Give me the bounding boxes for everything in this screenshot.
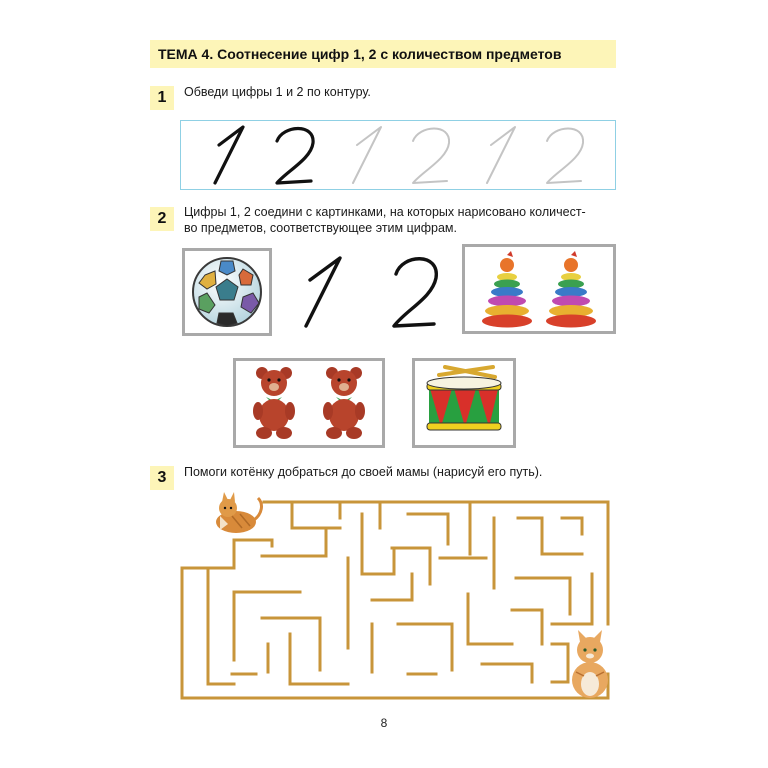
drum-picture-card[interactable] xyxy=(412,358,516,448)
task-2-instruction-line2: во предметов, соответствующее этим цифрам. xyxy=(184,221,457,235)
page-number: 8 xyxy=(380,716,388,730)
tracing-digits xyxy=(181,121,617,191)
task-1-number: 1 xyxy=(150,86,174,110)
page-title: ТЕМА 4. Соотнесение цифр 1, 2 с количеством предметов xyxy=(158,46,562,62)
digit-two-icon[interactable] xyxy=(384,252,448,332)
toy-pyramid-icon xyxy=(465,247,613,331)
kitten-icon xyxy=(216,492,261,533)
teddy-bear-icon xyxy=(236,361,382,445)
task-3-number: 3 xyxy=(150,466,174,490)
digit-one-icon[interactable] xyxy=(296,252,360,332)
task-3-instruction: Помоги котёнку добраться до своей мамы (нарисуй его путь). xyxy=(184,465,543,479)
maze[interactable] xyxy=(172,484,620,708)
bears-picture-card[interactable] xyxy=(233,358,385,448)
pyramids-picture-card[interactable] xyxy=(462,244,616,334)
task-1-instruction: Обведи цифры 1 и 2 по контуру. xyxy=(184,85,371,99)
topic-header xyxy=(150,40,616,68)
ball-picture-card[interactable] xyxy=(182,248,272,336)
tracing-area[interactable] xyxy=(180,120,616,190)
drum-icon xyxy=(415,361,513,445)
soccer-ball-icon xyxy=(185,251,269,333)
mother-cat-icon xyxy=(572,630,608,698)
task-2-instruction-line1: Цифры 1, 2 соедини с картинками, на которых нарисовано количест- xyxy=(184,205,586,219)
task-2-number: 2 xyxy=(150,207,174,231)
